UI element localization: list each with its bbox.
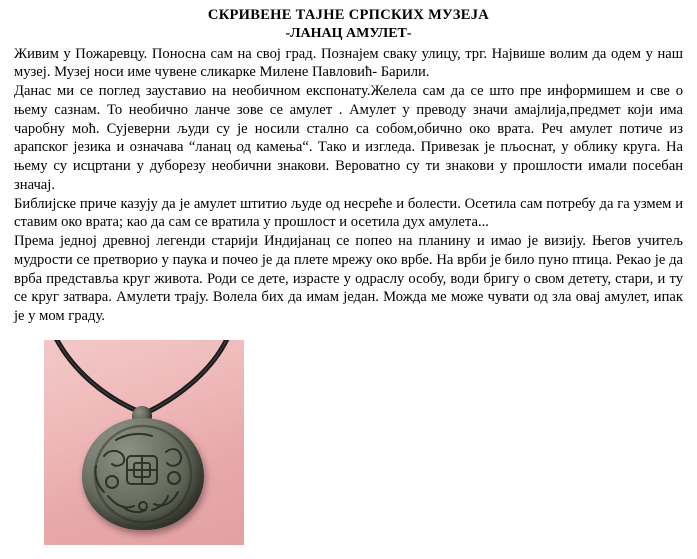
paragraph-3: Библијске приче казују да је амулет штитио људе од несреће и болести. Осетила сам потребу да га узмем и ставим око врата; као да сам се вратила у прошлост и осетила дух амулета... <box>14 195 683 231</box>
paragraph-2: Данас ми се поглед зауставио на необичном експонату.Желела сам да се што пре информишем и све о њему сазнам. То необично ланче зове се амулет . Амулет у преводу значи амајлија,предмет који има чаробну моћ. Сујеверни људи су је носили стално са собом,обично око врата. Реч амулет потиче из арапског језика и означава “ланац од камења“. Тако и изгледа. Привезак је пљоснат, у облику круга. На њему су исцртани у дуборезу необични знакови. Вероватно су ти знакови у прошлости имали посебан значај. <box>14 83 683 193</box>
paragraph-4: Према једној древној легенди старији Индијанац се попео на планину и имао је визију. Његов учитељ мудрости се претворио у паука и почео је да плете мрежу око врбе. На врби је било пуно птица. Рекао је да врба представља круг живота. Роди се дете, израсте у одраслу особу, води бригу о свом детету, стари, и ту се круг затвара. Амулети трају. Волела бих да имам један. Можда ме може чувати од зла овај амулет, ипак је у мом граду. <box>14 233 683 325</box>
amulet-pendant <box>82 418 204 530</box>
amulet-engraving-icon <box>82 418 204 530</box>
document-body <box>14 45 683 326</box>
page-title: СКРИВЕНЕ ТАЈНЕ СРПСКИХ МУЗЕЈА <box>207 7 490 23</box>
paragraph-1: Живим у Пожаревцу. Поносна сам на свој град. Познајем сваку улицу, трг. Највише волим да одем у наш музеј. Музеј носи име чувене сликарке Милене Павловић- Барили. <box>14 45 683 81</box>
photo-background <box>44 340 244 545</box>
page-subtitle: -ЛАНАЦ АМУЛЕТ- <box>285 26 412 42</box>
amulet-photograph <box>44 340 244 545</box>
